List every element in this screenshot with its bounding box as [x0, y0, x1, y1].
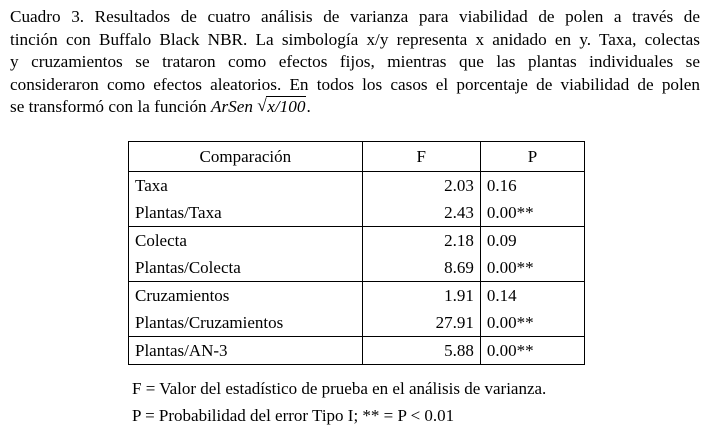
table-row — [129, 309, 585, 337]
cell-comparison: Taxa — [129, 172, 363, 200]
cell-f: 1.91 — [362, 282, 480, 310]
sqrt-content: x/100 — [267, 97, 306, 117]
cell-f: 8.69 — [362, 254, 480, 282]
caption-period: . — [306, 97, 311, 117]
cell-f: 27.91 — [362, 309, 480, 337]
caption-last-line — [10, 96, 700, 119]
caption-line: Cuadro 3. Resultados de cuatro análisis de varianza para viabilidad de polen a través de — [10, 7, 700, 26]
cell-f: 2.03 — [362, 172, 480, 200]
table-row — [129, 337, 585, 365]
cell-f: 5.88 — [362, 337, 480, 365]
table-header-row — [129, 142, 585, 172]
cell-p: 0.00** — [480, 254, 584, 282]
table-row — [129, 254, 585, 282]
sqrt-expression — [257, 96, 306, 119]
cell-comparison: Plantas/Cruzamientos — [129, 309, 363, 337]
footnote-p: P = Probabilidad del error Tipo I; ** = P < 0.01 — [132, 406, 455, 425]
table-row — [129, 199, 585, 227]
table-row — [129, 172, 585, 200]
table-caption — [10, 6, 700, 119]
caption-line: y cruzamientos se trataron como efectos fijos, mientras que las plantas individuales se — [10, 52, 700, 72]
cell-comparison: Plantas/AN-3 — [129, 337, 363, 365]
cell-comparison: Plantas/Colecta — [129, 254, 363, 282]
header-p: P — [480, 142, 584, 172]
header-comparison: Comparación — [129, 142, 363, 172]
cell-p: 0.16 — [480, 172, 584, 200]
cell-p: 0.00** — [480, 309, 584, 337]
table-row — [129, 227, 585, 255]
table-footnotes — [132, 375, 546, 429]
caption-line: tinción con Buffalo Black NBR. La simbología x/y representa x anidado en y. Taxa, colectas — [10, 29, 700, 49]
header-f: F — [362, 142, 480, 172]
cell-f: 2.43 — [362, 199, 480, 227]
table-row — [129, 282, 585, 310]
cell-p: 0.00** — [480, 199, 584, 227]
cell-comparison: Colecta — [129, 227, 363, 255]
caption-line-text: se transformó con la función — [10, 97, 211, 117]
footnote-f: F = Valor del estadístico de prueba en el análisis de varianza. — [132, 379, 547, 398]
cell-p: 0.09 — [480, 227, 584, 255]
anova-table — [128, 141, 585, 365]
cell-p: 0.14 — [480, 282, 584, 310]
function-name: ArSen — [210, 97, 253, 117]
cell-p: 0.00** — [480, 337, 584, 365]
cell-f: 2.18 — [362, 227, 480, 255]
sqrt-symbol: √ — [257, 96, 267, 116]
cell-comparison: Cruzamientos — [129, 282, 363, 310]
caption-line: consideraron como efectos aleatorios. En todos los casos el porcentaje de viabilidad de polen — [10, 74, 700, 94]
cell-comparison: Plantas/Taxa — [129, 199, 363, 227]
